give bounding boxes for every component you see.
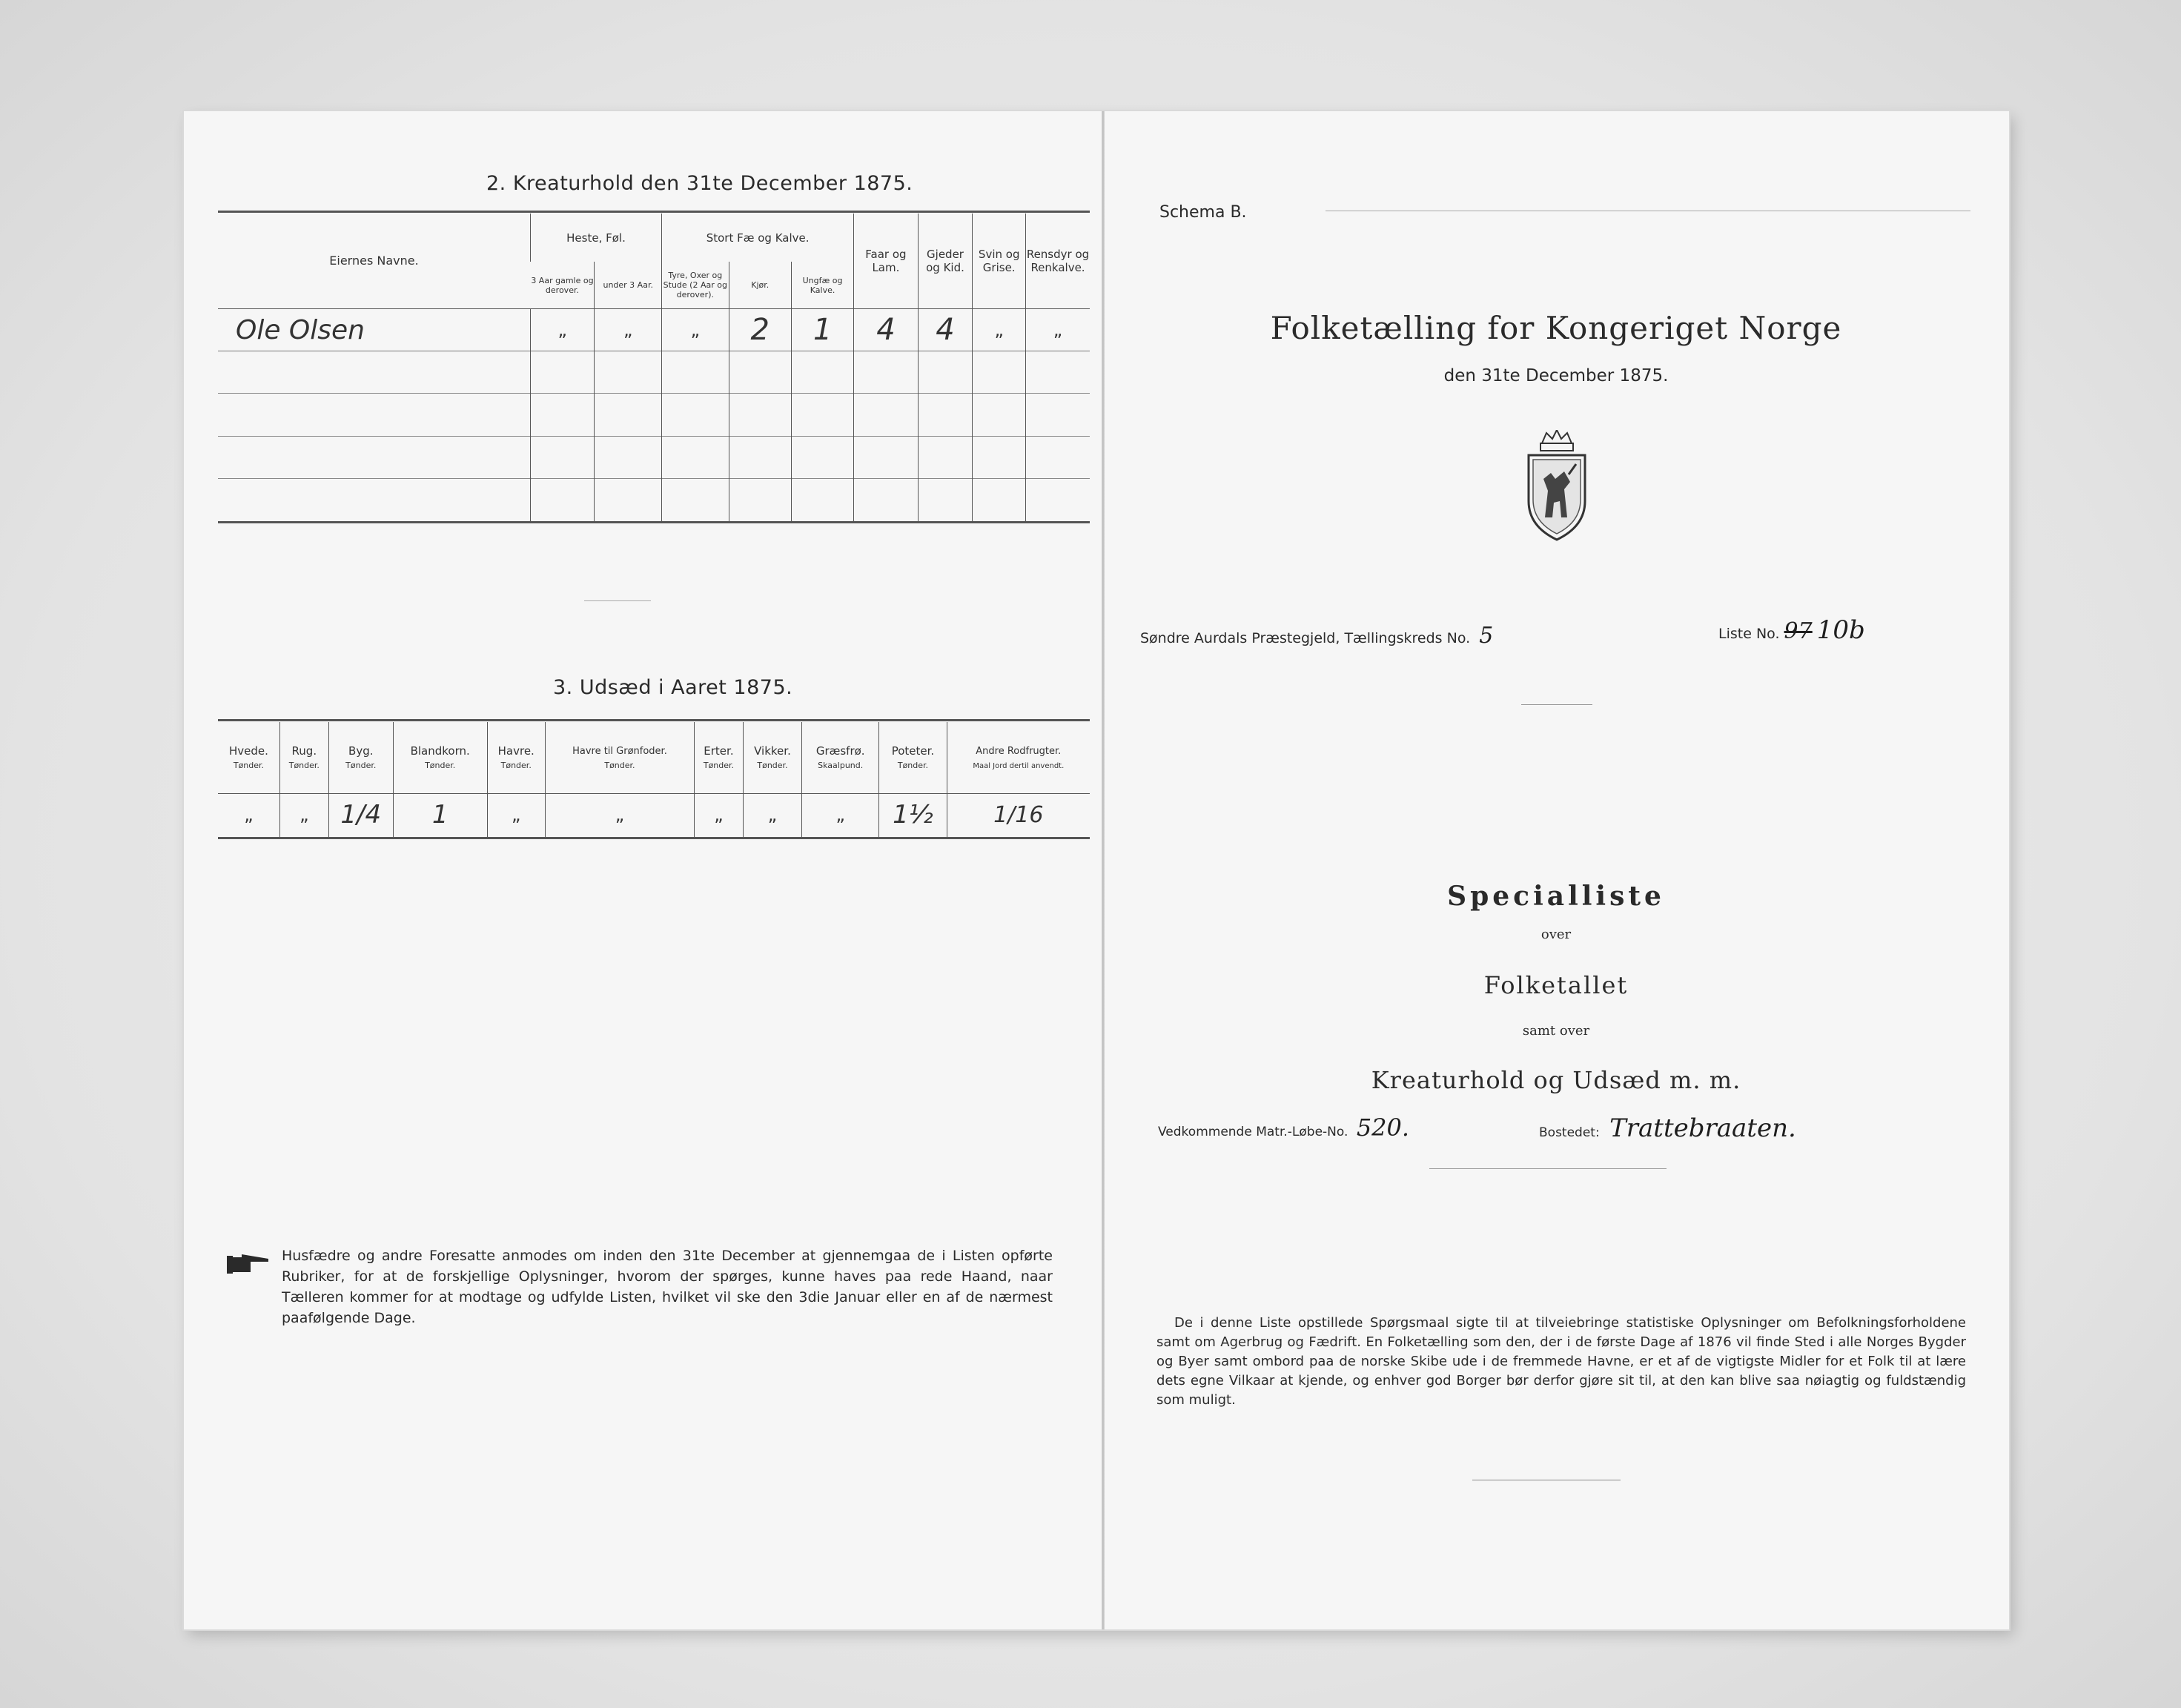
matr-label: Vedkommende Matr.-Løbe-No. [1158,1125,1348,1139]
poteter-cell: 1½ [879,793,947,838]
circuit-label: Tællingskreds No. [1344,630,1471,646]
col-blandkorn: Blandkorn. Tønder. [393,722,487,793]
cattle-cows-cell: 2 [729,309,791,351]
main-title: Folketælling for Kongeriget Norge [1270,310,1842,346]
cattle-young-cell: 1 [791,309,853,351]
col-cattle-group: Stort Fæ og Kalve. [662,214,854,262]
schema-label: Schema B. [1159,203,1247,222]
table-row [218,394,1090,436]
list-value: 10b [1816,615,1865,645]
bosted-value: Trattebraaten. [1609,1113,1796,1143]
table-row [218,793,1090,838]
list-label: Liste No. [1718,626,1780,642]
col-byg: Byg. Tønder. [328,722,393,793]
seed-table [218,722,1090,839]
col-sheep: Faar og Lam. [854,214,918,309]
col-cattle-young: Ungfæ og Kalve. [791,262,853,308]
cattle-bulls-cell: „ [662,309,729,351]
table-row [218,436,1090,478]
havre-cell: „ [487,793,545,838]
vikker-cell: „ [743,793,801,838]
kreaturhold-text: Kreaturhold og Udsæd m. m. [1371,1066,1741,1094]
divider [1521,704,1592,705]
col-goats: Gjeder og Kid. [918,214,973,309]
horses-under3-cell: „ [595,309,662,351]
divider [1429,1168,1667,1169]
col-erter: Erter. Tønder. [695,722,744,793]
pigs-cell: „ [973,309,1026,351]
sheep-cell: 4 [854,309,918,351]
matr-value: 520. [1356,1113,1410,1142]
divider [584,600,651,601]
title-date: den 31te December 1875. [1443,366,1669,385]
over-text: over [1540,927,1572,942]
blandkorn-cell: 1 [393,793,487,838]
col-cattle-bulls: Tyre, Oxer og Stude (2 Aar og derover). [662,262,729,308]
left-page [184,111,1103,1629]
col-horses-3plus: 3 Aar gamle og derover. [531,262,595,308]
byg-cell: 1/4 [328,793,393,838]
col-vikker: Vikker. Tønder. [743,722,801,793]
havre-gronfoder-cell: „ [545,793,694,838]
right-page [1103,111,2009,1629]
col-andre-rodfrugter: Andre Rodfrugter. Maal Jord dertil anvendt. [947,722,1090,793]
livestock-table [218,214,1090,523]
bosted-line [1539,1113,1796,1143]
specialliste-title: Specialliste [1447,881,1665,912]
list-value-struck: 97 [1784,618,1813,644]
col-cattle-cows: Kjør. [729,262,791,308]
coat-of-arms-icon [1523,430,1591,541]
list-number [1718,615,1865,645]
section3-title: 3. Udsæd i Aaret 1875. [553,676,793,699]
rug-cell: „ [279,793,328,838]
col-havre-gronfoder: Havre til Grønfoder. Tønder. [545,722,694,793]
erter-cell: „ [695,793,744,838]
section2-title: 2. Kreaturhold den 31te December 1875. [486,172,913,195]
folketallet-text: Folketallet [1483,971,1629,999]
col-horses-under3: under 3 Aar. [595,262,662,308]
table-row [218,309,1090,351]
col-reindeer: Rensdyr og Renkalve. [1026,214,1090,309]
table-top-rule [218,719,1090,721]
table-row [218,351,1090,394]
col-owner: Eiernes Navne. [218,214,531,309]
table-top-rule [218,211,1090,213]
hvede-cell: „ [244,804,254,826]
col-pigs: Svin og Grise. [973,214,1026,309]
table-row [218,478,1090,522]
reindeer-cell: „ [1026,309,1090,351]
horses-3plus-cell: „ [531,309,595,351]
samt-over-text: samt over [1522,1023,1590,1039]
pointing-hand-icon [225,1251,270,1277]
col-graesfro: Græsfrø. Skaalpund. [802,722,879,793]
notice-text: Husfædre og andre Foresatte anmodes om inden den 31te December at gjennemgaa de i Listen opførte Rubriker, for at de forskjellige Oplysninger, hvorom der spørges, kunne haves paa rede Haand, naar Tælleren kommer for at modtage og udfylde Listen, hvilket vil ske den 3die Januar eller en af de nærmest paafølgende Dage. [282,1248,1053,1326]
col-rug: Rug. Tønder. [279,722,328,793]
parish-label: Søndre Aurdals Præstegjeld, [1140,630,1340,646]
owner-cell: Ole Olsen [236,314,365,345]
col-havre: Havre. Tønder. [487,722,545,793]
col-hvede: Hvede. Tønder. [228,744,268,770]
district-line [1140,623,1497,649]
matr-line [1158,1113,1409,1142]
census-sheet [184,111,2009,1629]
andre-rodfrugter-cell: 1/16 [947,793,1090,838]
col-horses-group: Heste, Føl. [531,214,662,262]
info-paragraph: De i denne Liste opstillede Spørgsmaal sigte til at tilveiebringe statistiske Oplysninger om Befolkningsforholdene samt om Agerbrug og Fædrift. En Folketælling som den, der i de første Dage af 1876 vil finde Sted i alle Norges Bygder og Byer samt ombord paa de norske Skibe ude i de fremmede Havne, er et af de vigtigste Midler for et Folk til at lære dets egne Vilkaar at kjende, og enhver god Borger bør derfor gjøre sit til, at den kan blive saa nøiagtig og fuldstændig som muligt. [1156,1315,1966,1408]
bosted-label: Bostedet: [1539,1125,1600,1140]
col-poteter: Poteter. Tønder. [879,722,947,793]
circuit-value: 5 [1479,623,1494,649]
goats-cell: 4 [918,309,973,351]
graesfro-cell: „ [802,793,879,838]
